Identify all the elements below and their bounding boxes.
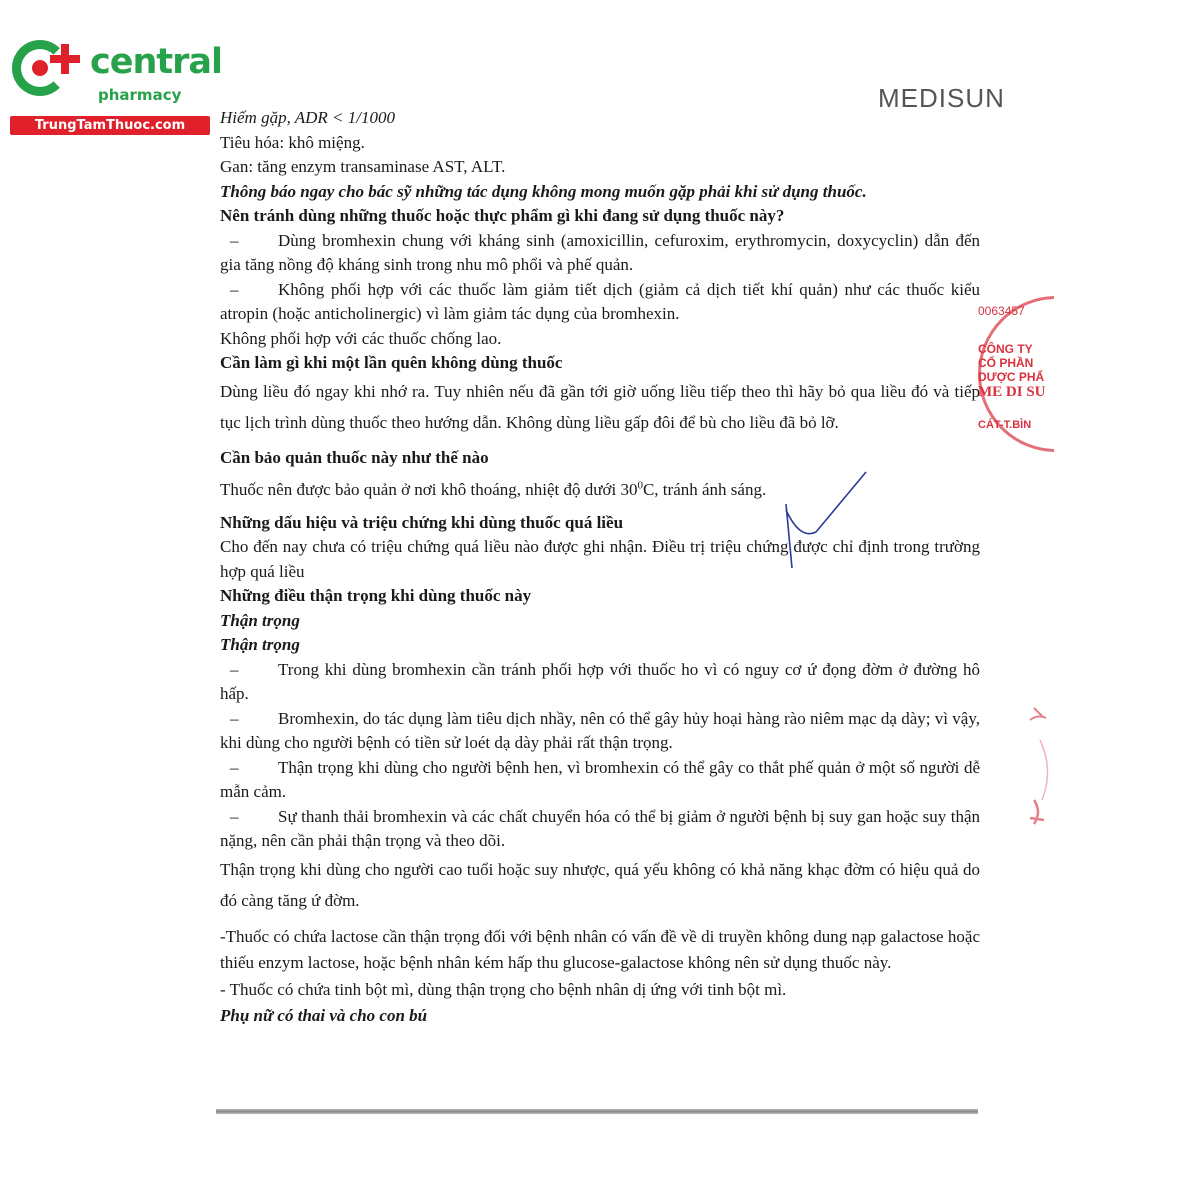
caution-item: - Thuốc có chứa tinh bột mì, dùng thận trọng cho bệnh nhân dị ứng với tinh bột mì. <box>220 979 787 999</box>
avoid-item <box>220 229 980 278</box>
avoid-item <box>220 278 980 327</box>
stamp-line: DƯỢC PHẨ <box>978 370 1045 384</box>
rare-item: Tiêu hóa: khô miệng. <box>220 132 365 152</box>
logo-subtitle: pharmacy <box>98 86 182 104</box>
stamp-number: 0063457 <box>978 304 1025 318</box>
stamp-line: CÔNG TY <box>978 342 1033 356</box>
medisun-brand: MEDISUN <box>878 83 1005 113</box>
dash-bullet: – <box>230 279 239 299</box>
dash-bullet: – <box>230 806 239 826</box>
central-pharmacy-logo <box>10 38 223 138</box>
caution-item: -Thuốc có chứa lactose cần thận trọng đối với bệnh nhân có vấn đề về di truyền không dung nạp galactose hoặc thiếu enzym lactose, hoặc bệnh nhân kém hấp thu glucose-galactose không nên sử dụng thuốc này. <box>220 926 980 972</box>
overdose-text: Cho đến nay chưa có triệu chứng quá liều nào được ghi nhận. Điều trị triệu chứng được chỉ định trong trường hợp quá liều <box>220 537 980 581</box>
avoid-item-text: Dùng bromhexin chung với kháng sinh (amoxicillin, cefuroxim, erythromycin, doxycyclin) dẫn đến gia tăng nồng độ kháng sinh trong nhu mô phổi và phế quản. <box>220 230 980 274</box>
rare-heading: Hiếm gặp, ADR < 1/1000 <box>220 108 396 127</box>
caution-item: Thận trọng khi dùng cho người cao tuổi hoặc suy nhược, quá yếu không có khả năng khạc đờm có hiệu quả do đó càng tăng ứ đờm. <box>220 859 980 910</box>
caution-subheading: Thận trọng <box>220 610 300 630</box>
avoid-heading: Nên tránh dùng những thuốc hoặc thực phẩm gì khi đang sử dụng thuốc này? <box>220 206 785 225</box>
company-stamp <box>978 296 1054 464</box>
rare-item: Gan: tăng enzym transaminase AST, ALT. <box>220 157 506 176</box>
storage-heading: Cần bảo quản thuốc này như thế nào <box>220 447 489 467</box>
notify-statement: Thông báo ngay cho bác sỹ những tác dụng không mong muốn gặp phải khi sử dụng thuốc. <box>220 181 867 201</box>
stamp-line: CÁT-T.BÌN <box>978 419 1032 431</box>
caution-heading: Những điều thận trọng khi dùng thuốc này <box>220 586 532 605</box>
storage-text <box>220 478 980 503</box>
storage-text-part: C, tránh ánh sáng. <box>642 480 767 499</box>
caution-item-text: Sự thanh thải bromhexin và các chất chuyển hóa có thể bị giảm ở người bệnh bị suy gan hoặc suy thận nặng, nên cần phải thận trọng và theo dõi. <box>220 806 980 850</box>
caution-item-text: Trong khi dùng bromhexin cần tránh phối hợp với thuốc ho vì có nguy cơ ứ đọng đờm ở đường hô hấp. <box>220 659 980 703</box>
dash-bullet: – <box>230 708 239 728</box>
dash-bullet: – <box>230 757 239 777</box>
caution-item <box>220 707 980 756</box>
bottom-rule <box>216 1109 978 1114</box>
avoid-item-text: Không phối hợp với các thuốc làm giảm tiết dịch (giảm cả dịch tiết khí quản) như các thuốc kiểu atropin (hoặc anticholinergic) vì làm giảm tác dụng của bromhexin. <box>220 279 980 323</box>
storage-degree: 0 <box>637 479 643 492</box>
pregnancy-heading: Phụ nữ có thai và cho con bú <box>220 1005 428 1025</box>
logo-plus-icon <box>50 44 80 74</box>
missed-dose-heading: Cần làm gì khi một lần quên không dùng thuốc <box>220 353 563 372</box>
caution-item-text: Thận trọng khi dùng cho người bệnh hen, vì bromhexin có thể gây co thắt phế quản ở một số người dễ mẫn cảm. <box>220 757 980 801</box>
logo-dot-icon <box>32 60 48 76</box>
caution-subheading: Thận trọng <box>220 635 300 654</box>
logo-name: central <box>90 42 223 82</box>
storage-text-part: Thuốc nên được bảo quản ở nơi khô thoáng, nhiệt độ dưới 30 <box>220 480 638 499</box>
caution-item <box>220 756 980 805</box>
overdose-heading: Những dấu hiệu và triệu chứng khi dùng thuốc quá liều <box>220 512 624 532</box>
missed-dose-text: Dùng liều đó ngay khi nhớ ra. Tuy nhiên nếu đã gần tới giờ uống liều tiếp theo thì hãy bỏ qua liều đó và tiếp tục lịch trình dùng thuốc theo hướng dẫn. Không dùng liều gấp đôi để bù cho liều đã bỏ lỡ. <box>220 381 980 432</box>
dash-bullet: – <box>230 659 239 679</box>
dash-bullet: – <box>230 230 239 250</box>
partial-stamp-mark <box>1020 700 1060 840</box>
caution-item-text: Bromhexin, do tác dụng làm tiêu dịch nhầy, nên có thể gây hủy hoại hàng rào niêm mạc dạ dày; vì vậy, khi dùng cho người bệnh có tiền sử loét dạ dày phải rất thận trọng. <box>220 708 980 752</box>
logo-website: TrungTamThuoc.com <box>10 116 210 135</box>
stamp-line: ME DI SU <box>978 384 1046 400</box>
document-body <box>220 106 980 1028</box>
caution-item <box>220 805 980 854</box>
caution-item <box>220 658 980 707</box>
avoid-item: Không phối hợp với các thuốc chống lao. <box>220 328 502 348</box>
stamp-line: CỔ PHẦN <box>978 356 1034 370</box>
